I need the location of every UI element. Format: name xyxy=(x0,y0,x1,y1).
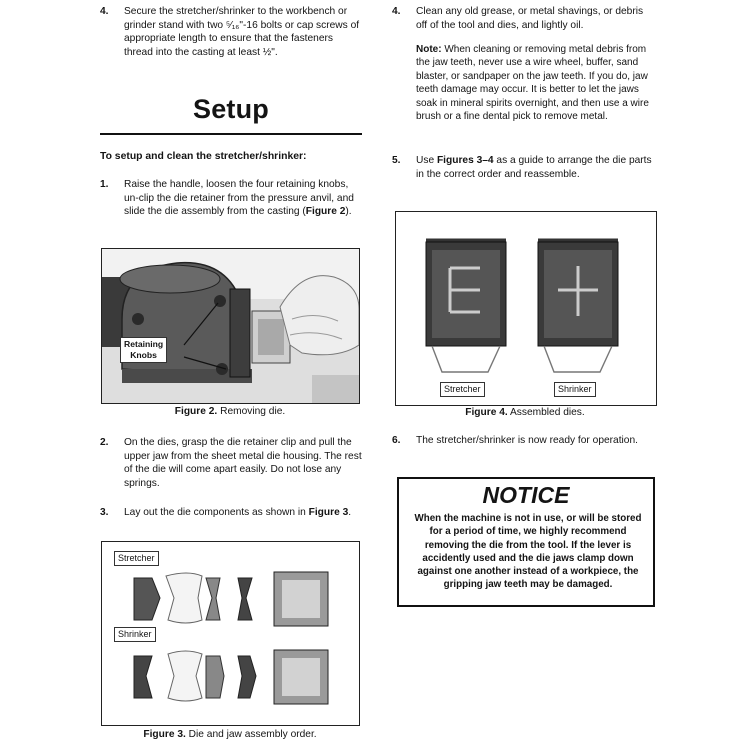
figure-3-components xyxy=(101,541,360,726)
figure-3-caption: Figure 3. Die and jaw assembly order. xyxy=(143,729,317,740)
step-number: 3. xyxy=(100,507,109,518)
shrinker-label: Shrinker xyxy=(554,382,596,397)
die-removal-illustration xyxy=(102,249,359,403)
step-number: 4. xyxy=(100,6,109,17)
step-number: 2. xyxy=(100,437,109,448)
figure-ref: Figure 2 xyxy=(305,206,346,218)
notice-title: NOTICE xyxy=(482,482,570,508)
step-text: Secure the stretcher/shrinker to the workbench or grinder stand with two ⁵⁄₁₆"-16 bolts or cap screws of appropriate length to ensure that the fasteners thread into the casting at least ½". xyxy=(124,6,360,58)
stretcher-label: Stretcher xyxy=(440,382,485,397)
figure-ref: Figures 3–4 xyxy=(436,155,494,166)
figure-4-assembled-dies xyxy=(395,211,657,406)
stretcher-label: Stretcher xyxy=(114,551,159,566)
step-text: Clean any old grease, or metal shavings, or debris off of the tool and dies, and lightly oil. xyxy=(416,6,644,31)
step-number: 1. xyxy=(100,179,109,190)
shrinker-label: Shrinker xyxy=(114,627,156,642)
section-divider xyxy=(100,133,362,135)
step-text: Raise the handle, loosen the four retaining knobs, un-clip the die retainer from the pressure anvil, and slide the die assembly from the casting (Figure 2). xyxy=(124,179,354,218)
note-label: Note: xyxy=(416,44,442,55)
step-number: 4. xyxy=(392,6,401,17)
figure-ref: Figure 3 xyxy=(308,507,349,518)
figure-2-caption: Figure 2. Removing die. xyxy=(174,406,286,417)
step-5-reassemble xyxy=(392,154,654,181)
subheading: To setup and clean the stretcher/shrinker: xyxy=(100,151,307,162)
step-6-ready xyxy=(392,434,654,448)
step-text: Lay out the die components as shown in Figure 3. xyxy=(124,507,352,518)
step-number: 5. xyxy=(392,155,401,166)
step-text: The stretcher/shrinker is now ready for operation. xyxy=(416,435,638,446)
note-text: When cleaning or removing metal debris from the jaw teeth, never use a wire wheel, buffer, sand blaster, or sandpaper on the jaw teeth. If you do, jaw teeth damage may occur. It is better to let the jaws soak in mineral spirits overnight, and then use a wire brush or a fine dental pick to remove metal. xyxy=(416,44,649,123)
figure-4-caption: Figure 4. Assembled dies. xyxy=(465,407,585,418)
step-4-clean xyxy=(392,5,654,32)
notice-text: When the machine is not in use, or will be stored for a period of time, we highly recommend removing the die from the tool. If the lever is accidently used and the die jaws clamp down against one another instead of a workpiece, the gripping jaw teeth may be damaged. xyxy=(414,513,642,591)
cleaning-note xyxy=(416,43,654,123)
step-1-raise-handle xyxy=(100,178,362,219)
section-title: Setup xyxy=(192,94,269,124)
retaining-knobs-label: Retaining Knobs xyxy=(120,337,167,363)
step-2-grasp-clip xyxy=(100,436,362,490)
step-number: 6. xyxy=(392,435,401,446)
assembled-dies-illustration xyxy=(396,212,656,405)
step-text: Use Figures 3–4 as a guide to arrange the die parts in the correct order and reassemble. xyxy=(416,155,652,180)
step-4-secure xyxy=(100,5,362,59)
step-3-lay-out xyxy=(100,506,362,520)
notice-box xyxy=(397,477,655,607)
figure-2-photo xyxy=(101,248,360,404)
step-text: On the dies, grasp the die retainer clip and pull the upper jaw from the sheet metal die housing. The rest of the die will come apart easily. Do not lose any springs. xyxy=(124,437,362,489)
